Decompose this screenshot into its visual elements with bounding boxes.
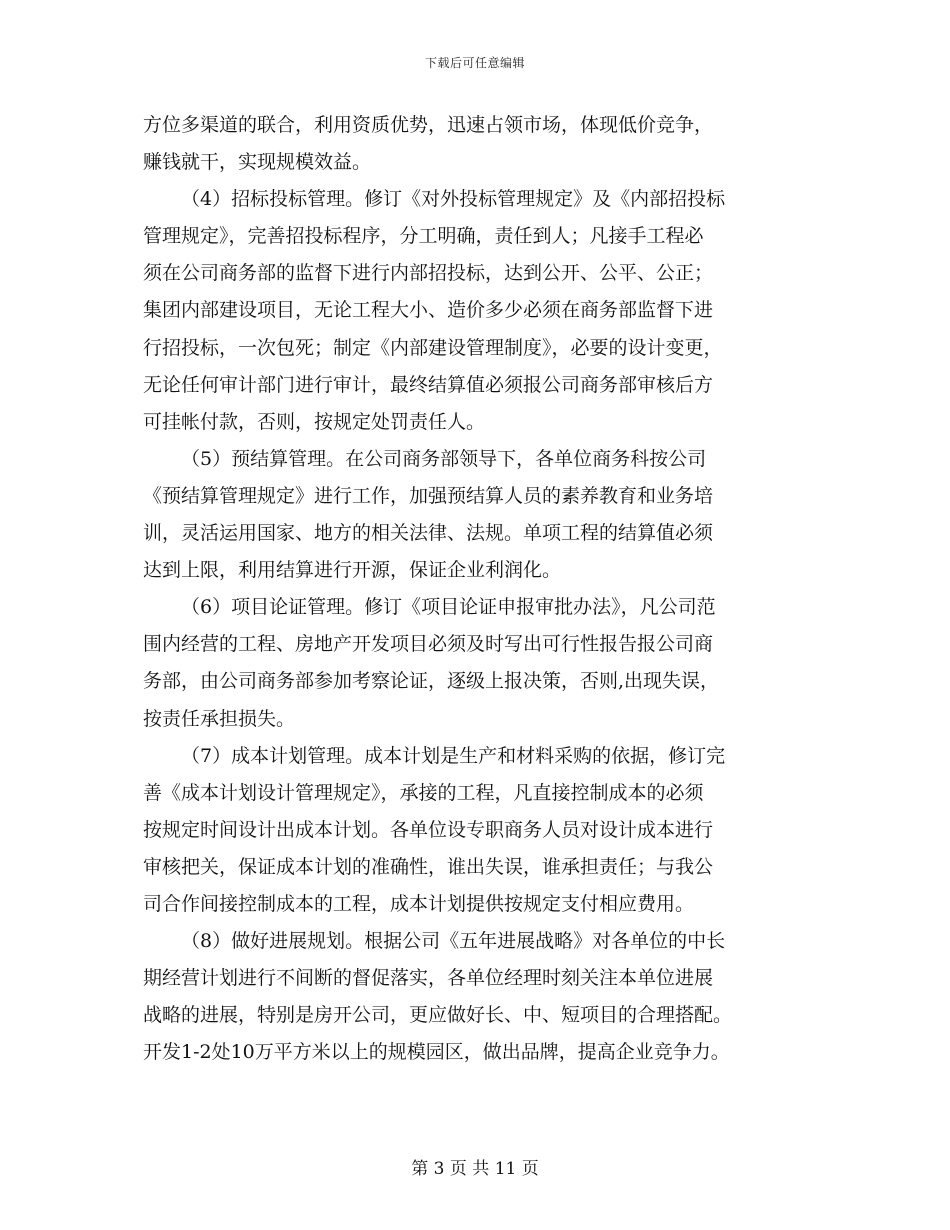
text-line: 可挂帐付款，否则，按规定处罚责任人。 (143, 410, 486, 433)
text-line: 方位多渠道的联合，利用资质优势，迅速占领市场，体现低价竞争， (143, 114, 714, 136)
text-line: 赚钱就干，实现规模效益。 (143, 151, 372, 174)
text-line: 战略的进展，特别是房开公司，更应做好长、中、短项目的合理搭配。 (143, 1004, 733, 1027)
text-line: （7）成本计划管理。成本计划是生产和材料采购的依据，修订完 (181, 744, 726, 767)
text-line: 《预结算管理规定》进行工作，加强预结算人员的素养教育和业务培 (143, 484, 714, 507)
text-line: （6）项目论证管理。修订《项目论证申报审批办法》，凡公司范 (181, 596, 716, 619)
text-line: 开发1-2处10万平方米以上的规模园区，做出品牌，提高企业竞争力。 (143, 1041, 730, 1064)
page-footer: 第 3 页 共 11 页 (411, 1159, 539, 1179)
text-line: 按规定时间设计出成本计划。各单位设专职商务人员对设计成本进行 (143, 818, 714, 841)
text-line: 善《成本计划设计管理规定》，承接的工程，凡直接控制成本的必须 (143, 781, 704, 804)
text-line: 行招投标，一次包死；制定《内部建设管理制度》，必要的设计变更， (143, 336, 723, 359)
page-header: 下载后可任意编辑 (424, 56, 525, 70)
text-line: 期经营计划进行不间断的督促落实，各单位经理时刻关注本单位进展 (143, 967, 714, 990)
text-line: 无论任何审计部门进行审计，最终结算值必须报公司商务部审核后方 (143, 373, 714, 396)
text-line: 按责任承担损失。 (143, 707, 296, 730)
text-line: （5）预结算管理。在公司商务部领导下，各单位商务科按公司 (181, 447, 707, 470)
text-line: 审核把关，保证成本计划的准确性，谁出失误，谁承担责任；与我公 (143, 855, 714, 878)
text-line: 司合作间接控制成本的工程，成本计划提供按规定支付相应费用。 (143, 892, 695, 915)
text-line: 集团内部建设项目，无论工程大小、造价多少必须在商务部监督下进 (143, 299, 714, 322)
text-line: 务部，由公司商务部参加考察论证，逐级上报决策，否则,出现失误， (143, 670, 720, 693)
document-body (143, 107, 813, 1071)
text-line: 须在公司商务部的监督下进行内部招投标，达到公开、公平、公正； (143, 262, 714, 285)
text-line: 训，灵活运用国家、地方的相关法律、法规。单项工程的结算值必须 (143, 522, 714, 545)
text-line: （8）做好进展规划。根据公司《五年进展战略》对各单位的中长 (181, 930, 726, 953)
text-line: 达到上限，利用结算进行开源，保证企业利润化。 (143, 559, 562, 582)
text-line: （4）招标投标管理。修订《对外投标管理规定》及《内部招投标 (181, 188, 726, 211)
text-line: 管理规定》，完善招投标程序，分工明确，责任到人；凡接手工程必 (143, 225, 704, 248)
text-line: 围内经营的工程、房地产开发项目必须及时写出可行性报告报公司商 (143, 633, 714, 656)
